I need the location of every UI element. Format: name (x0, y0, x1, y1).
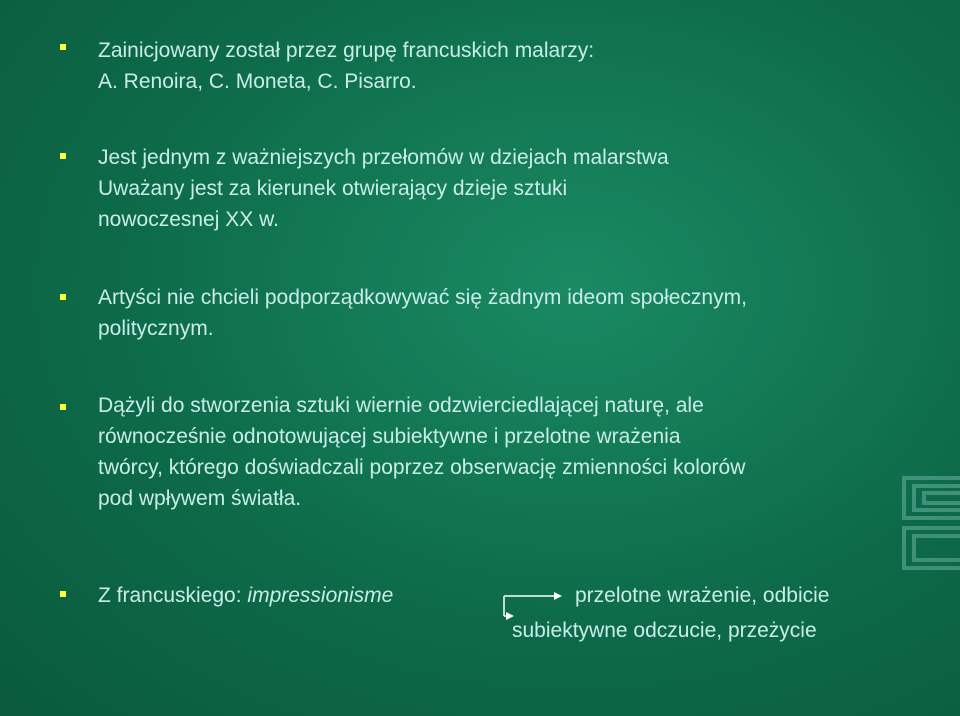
bullet-line: A. Renoira, C. Moneta, C. Pisarro. (98, 70, 417, 93)
bullet-text-1 (98, 35, 594, 97)
bullet-line: Jest jednym z ważniejszych przełomów w dziejach malarstwa (98, 146, 669, 169)
bullet-marker (60, 591, 66, 597)
bullet-line: politycznym. (98, 317, 214, 340)
bullet-line: Dążyli do stworzenia sztuki wiernie odzwierciedlającej naturę, ale (98, 394, 704, 417)
etymology-term: impressionisme (247, 584, 394, 607)
bullet-line: twórcy, którego doświadczali poprzez obserwację zmienności kolorów (98, 456, 746, 479)
bullet-line: Artyści nie chcieli podporządkowywać się żadnym ideom społecznym, (98, 286, 747, 309)
bullet-line: Uważany jest za kierunek otwierający dzieje sztuki (98, 177, 568, 200)
bullet-marker (60, 153, 66, 159)
bullet-line: pod wpływem światła. (98, 487, 302, 510)
etymology-label: Z francuskiego: (98, 584, 248, 607)
etymology-line (98, 580, 393, 611)
bullet-line: równocześnie odnotowującej subiektywne i przelotne wrażenia (98, 425, 681, 448)
bullet-line: Zainicjowany został przez grupę francuskich malarzy: (98, 39, 595, 62)
bullet-marker (60, 294, 66, 300)
bullet-text-2 (98, 142, 669, 235)
bullet-marker (60, 44, 66, 50)
bullet-text-4 (98, 390, 745, 514)
bullet-text-3 (98, 282, 747, 344)
meaning-1: przelotne wrażenie, odbicie (575, 584, 830, 607)
decorative-pattern-icon (890, 468, 960, 578)
bullet-line: nowoczesnej XX w. (98, 208, 279, 231)
meaning-2: subiektywne odczucie, przeżycie (512, 619, 817, 642)
bullet-marker (60, 404, 66, 410)
